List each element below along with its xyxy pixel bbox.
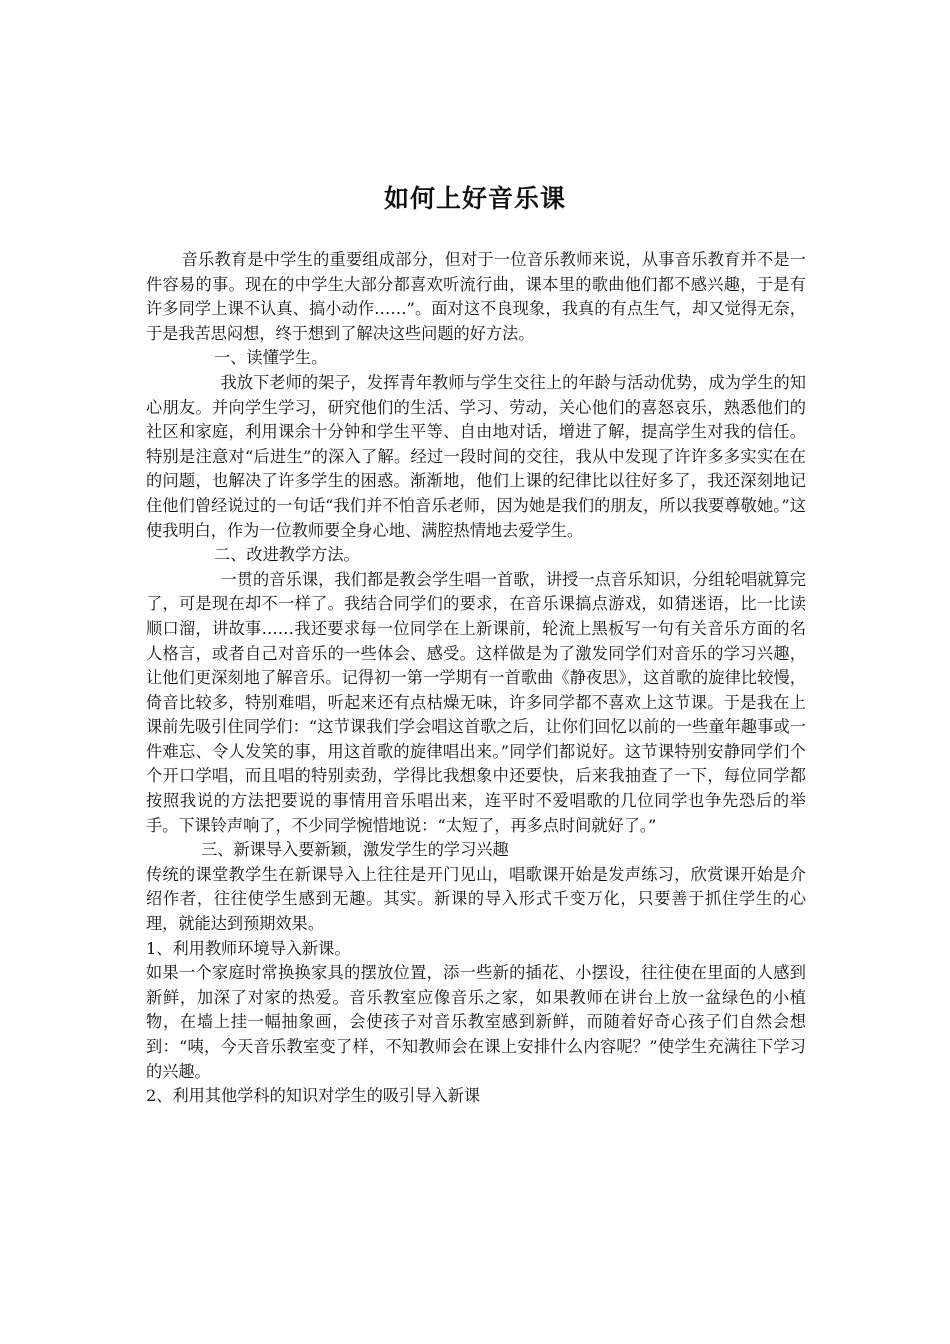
intro-paragraph: 音乐教育是中学生的重要组成部分，但对于一位音乐教师来说，从事音乐教育并不是一件容易的事。现在的中学生大部分都喜欢听流行曲，课本里的歌曲他们都不感兴趣，于是有许多同学上课不认真、搞小动作……”。面对这不良现象，我真的有点生气，却又觉得无奈，于是我苦思闷想，终于想到了解决这些问题的好方法。 — [146, 250, 806, 343]
section-2-paragraph: 一贯的音乐课，我们都是教会学生唱一首歌，讲授一点音乐知识，分组轮唱就算完了，可是现在却不一样了。我结合同学们的要求，在音乐课搞点游戏，如猜迷语，比一比读顺口溜，讲故事……我还要求每一位同学在上新课前，轮流上黑板写一句有关音乐方面的名人格言，或者自己对音乐的一些体会、感受。这样做是为了激发同学们对音乐的学习兴趣，让他们更深刻地了解音乐。记得初一第一学期有一首歌曲《静夜思》，这首歌的旋律比较慢，倚音比较多，特别难唱，听起来还有点枯燥无味，许多同学都不喜欢上这节课。于是我在上课前先吸引住同学们：“这节课我们学会唱这首歌之后，让你们回忆以前的一些童年趣事或一件难忘、令人发笑的事，用这首歌的旋律唱出来。”同学们都说好。这节课特别安静同学们个个开口学唱，而且唱的特别卖劲，学得比我想象中还要快，后来我抽查了一下，每位同学都按照我说的方法把要说的事情用音乐唱出来，连平时不爱唱歌的几位同学也争先恐后的举手。下课铃声响了，不少同学惋惜地说：“太短了，再多点时间就好了。” — [146, 569, 806, 835]
section-1-paragraph: 我放下老师的架子，发挥青年教师与学生交往上的年龄与活动优势，成为学生的知心朋友。并向学生学习，研究他们的生活、学习、劳动，关心他们的喜怒哀乐，熟悉他们的社区和家庭，利用课余十分钟和学生平等、自由地对话，增进了解，提高学生对我的信任。特别是注意对“后进生”的深入了解。经过一段时间的交往，我从中发现了许许多多实实在在的问题，也解决了许多学生的困惑。渐渐地，他们上课的纪律比以往好多了，我还深刻地记住他们曾经说过的一句话“我们并不怕音乐老师，因为她是我们的朋友，所以我要尊敬她。”这使我明白，作为一位教师要全身心地、满腔热情地去爱学生。 — [146, 372, 806, 540]
subheading-1: 1、利用教师环境导入新课。 — [146, 938, 351, 958]
subheading-2: 2、利用其他学科的知识对学生的吸引导入新课 — [146, 1086, 481, 1106]
subsection-1-paragraph: 如果一个家庭时常换换家具的摆放位置，添一些新的插花、小摆设，往往使在里面的人感到新鲜，加深了对家的热爱。音乐教室应像音乐之家，如果教师在讲台上放一盆绿色的小植物，在墙上挂一幅抽象画，会使孩子对音乐教室感到新鲜，而随着好奇心孩子们自然会想到：“咦，今天音乐教室变了样，不知教师会在课上安排什么内容呢？”使学生充满往下学习的兴趣。 — [146, 963, 806, 1081]
document-title: 如何上好音乐课 — [383, 184, 566, 213]
section-3-paragraph: 传统的课堂教学生在新课导入上往往是开门见山，唱歌课开始是发声练习，欣赏课开始是介绍作者，往往使学生感到无趣。其实。新课的导入形式千变万化，只要善于抓住学生的心理，就能达到预期效果。 — [146, 864, 806, 934]
section-heading-1: 一、读懂学生。 — [214, 348, 328, 368]
section-heading-3: 三、新课导入要新颖，激发学生的学习兴趣 — [201, 840, 509, 860]
document-body — [146, 248, 806, 1109]
section-heading-2: 二、改进教学方法。 — [214, 545, 360, 565]
